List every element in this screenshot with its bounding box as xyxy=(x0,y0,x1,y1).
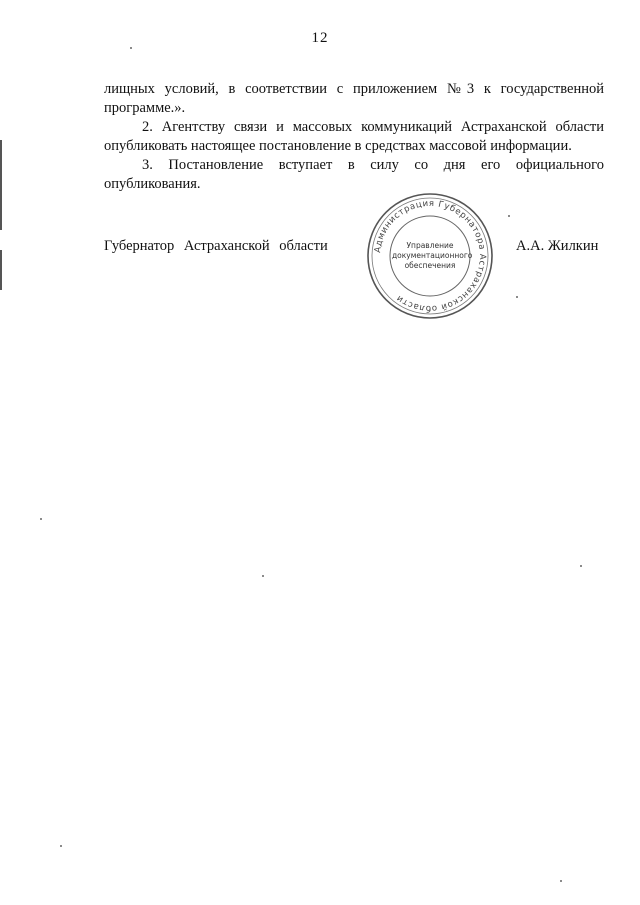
body-text xyxy=(104,80,604,194)
signatory-name: А.А. Жилкин xyxy=(516,238,599,254)
signatory-title: Губернатор Астраханской области xyxy=(104,238,328,254)
seal-ring-text: Администрация Губернатора Астраханской области xyxy=(373,198,488,314)
scan-margin-mark xyxy=(0,250,2,290)
scan-speck xyxy=(508,215,510,217)
seal-center-text xyxy=(392,241,473,271)
paragraph-3: 3. Постановление вступает в силу со дня его официального опубликования. xyxy=(104,157,604,192)
scan-speck xyxy=(130,47,132,49)
scan-speck xyxy=(580,565,582,567)
scan-speck xyxy=(516,296,518,298)
seal-line-3: обеспечения xyxy=(404,261,456,270)
seal-line-1: Управление xyxy=(406,241,454,250)
scan-speck xyxy=(60,845,62,847)
paragraph-continuation: лищных условий, в соответствии с приложением №3 к государственной программе.». xyxy=(104,81,604,116)
scan-speck xyxy=(560,880,562,882)
page-number: 12 xyxy=(311,30,329,46)
paragraph-2: 2. Агентству связи и массовых коммуникаций Астраханской области опубликовать настоящее постановление в средствах массовой информации. xyxy=(104,119,604,154)
seal-line-2: документационного xyxy=(392,251,473,260)
scan-margin-mark xyxy=(0,140,2,230)
scan-speck xyxy=(40,518,42,520)
scan-speck xyxy=(262,575,264,577)
